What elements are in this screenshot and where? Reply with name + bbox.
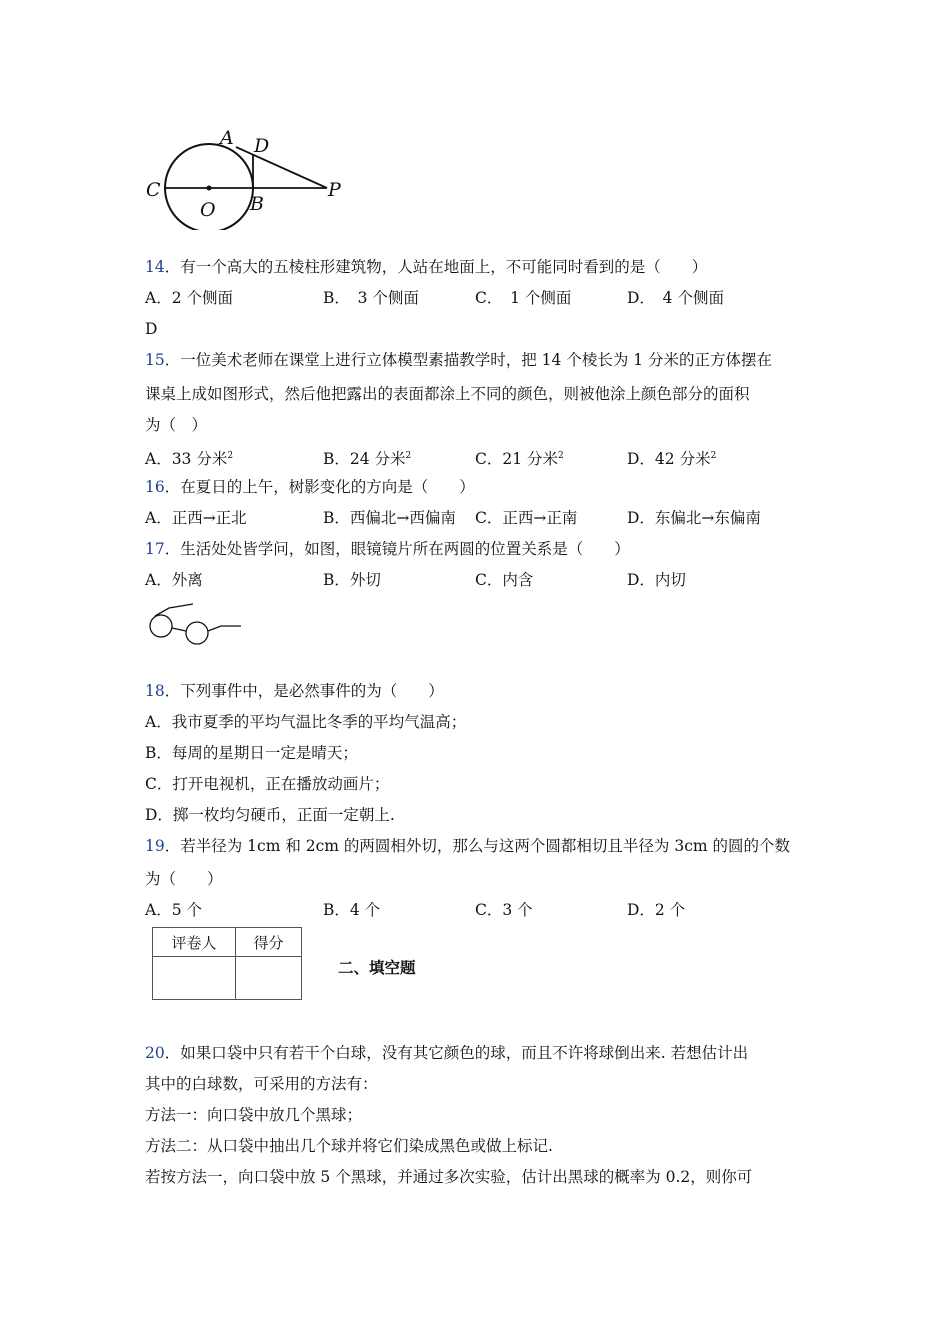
q17-option-c: C．内含 bbox=[475, 571, 534, 589]
q18-option-b: B．每周的星期日一定是晴天； bbox=[145, 744, 358, 762]
label-c: C bbox=[146, 179, 161, 201]
q14-option-a: A．2 个侧面 bbox=[145, 289, 233, 307]
question-19-line-1: 19．若半径为 1cm 和 2cm 的两圆相外切，那么与这两个圆都相切且半径为 3cm 的圆的个数 bbox=[145, 837, 791, 855]
question-16: 16．在夏日的上午，树影变化的方向是（ ） bbox=[145, 478, 475, 496]
question-20-line-2: 其中的白球数，可采用的方法有： bbox=[145, 1075, 378, 1093]
q14-answer: D bbox=[145, 320, 158, 338]
glasses-figure bbox=[145, 600, 245, 650]
q18-option-c: C．打开电视机，正在播放动画片； bbox=[145, 775, 390, 793]
label-o: O bbox=[200, 199, 216, 221]
q14-option-c: C． 1 个侧面 bbox=[475, 289, 572, 307]
q18-option-a: A．我市夏季的平均气温比冬季的平均气温高； bbox=[145, 713, 467, 731]
score-table-header-score: 得分 bbox=[236, 928, 302, 957]
label-p: P bbox=[328, 179, 341, 201]
circle-tangent-figure bbox=[140, 120, 360, 230]
q16-option-c: C．正西→正南 bbox=[475, 509, 578, 527]
q16-option-a: A．正西→正北 bbox=[145, 509, 247, 527]
q19-option-b: B．4 个 bbox=[323, 901, 381, 919]
q15-option-b: B．24 分米$^2$ bbox=[323, 450, 412, 468]
q16-option-b: B．西偏北→西偏南 bbox=[323, 509, 456, 527]
question-20-line-5: 若按方法一，向口袋中放 5 个黑球，并通过多次实验，估计出黑球的概率为 0.2，则你可 bbox=[145, 1168, 753, 1186]
q17-option-b: B．外切 bbox=[323, 571, 381, 589]
question-19-line-2: 为（ ） bbox=[145, 870, 223, 888]
q16-option-d: D．东偏北→东偏南 bbox=[627, 509, 761, 527]
score-table-cell-score[interactable] bbox=[236, 957, 302, 1000]
question-17: 17．生活处处皆学问，如图，眼镜镜片所在两圆的位置关系是（ ） bbox=[145, 540, 630, 558]
q15-option-c: C．21 分米$^2$ bbox=[475, 450, 564, 468]
question-18: 18．下列事件中，是必然事件的为（ ） bbox=[145, 682, 444, 700]
score-table-header-grader: 评卷人 bbox=[153, 928, 236, 957]
section-title: 二、填空题 bbox=[338, 958, 416, 977]
label-a: A bbox=[220, 127, 234, 149]
question-20-line-4: 方法二：从口袋中抽出几个球并将它们染成黑色或做上标记. bbox=[145, 1137, 553, 1155]
q17-option-d: D．内切 bbox=[627, 571, 686, 589]
score-table-cell-grader[interactable] bbox=[153, 957, 236, 1000]
q15-option-d: D．42 分米$^2$ bbox=[627, 450, 717, 468]
q15-option-a: A．33 分米$^2$ bbox=[145, 450, 234, 468]
question-15-line-3: 为（ ） bbox=[145, 416, 208, 434]
question-14: 14．有一个高大的五棱柱形建筑物，人站在地面上，不可能同时看到的是（ ） bbox=[145, 258, 708, 276]
score-table bbox=[152, 927, 302, 1000]
question-15-line-1: 15．一位美术老师在课堂上进行立体模型素描教学时，把 14 个棱长为 1 分米的正方体摆在 bbox=[145, 351, 773, 369]
q19-option-a: A．5 个 bbox=[145, 901, 202, 919]
q19-option-c: C．3 个 bbox=[475, 901, 533, 919]
label-d: D bbox=[254, 135, 270, 157]
q19-option-d: D．2 个 bbox=[627, 901, 686, 919]
question-15-line-2: 课桌上成如图形式，然后他把露出的表面都涂上不同的颜色，则被他涂上颜色部分的面积 bbox=[145, 385, 750, 403]
q14-option-d: D． 4 个侧面 bbox=[627, 289, 724, 307]
q14-option-b: B． 3 个侧面 bbox=[323, 289, 419, 307]
q18-option-d: D．掷一枚均匀硬币，正面一定朝上. bbox=[145, 806, 395, 824]
q17-option-a: A．外离 bbox=[145, 571, 203, 589]
question-20-line-3: 方法一：向口袋中放几个黑球； bbox=[145, 1106, 363, 1124]
label-b: B bbox=[250, 193, 264, 215]
question-20-line-1: 20．如果口袋中只有若干个白球，没有其它颜色的球，而且不许将球倒出来. 若想估计出 bbox=[145, 1044, 749, 1062]
